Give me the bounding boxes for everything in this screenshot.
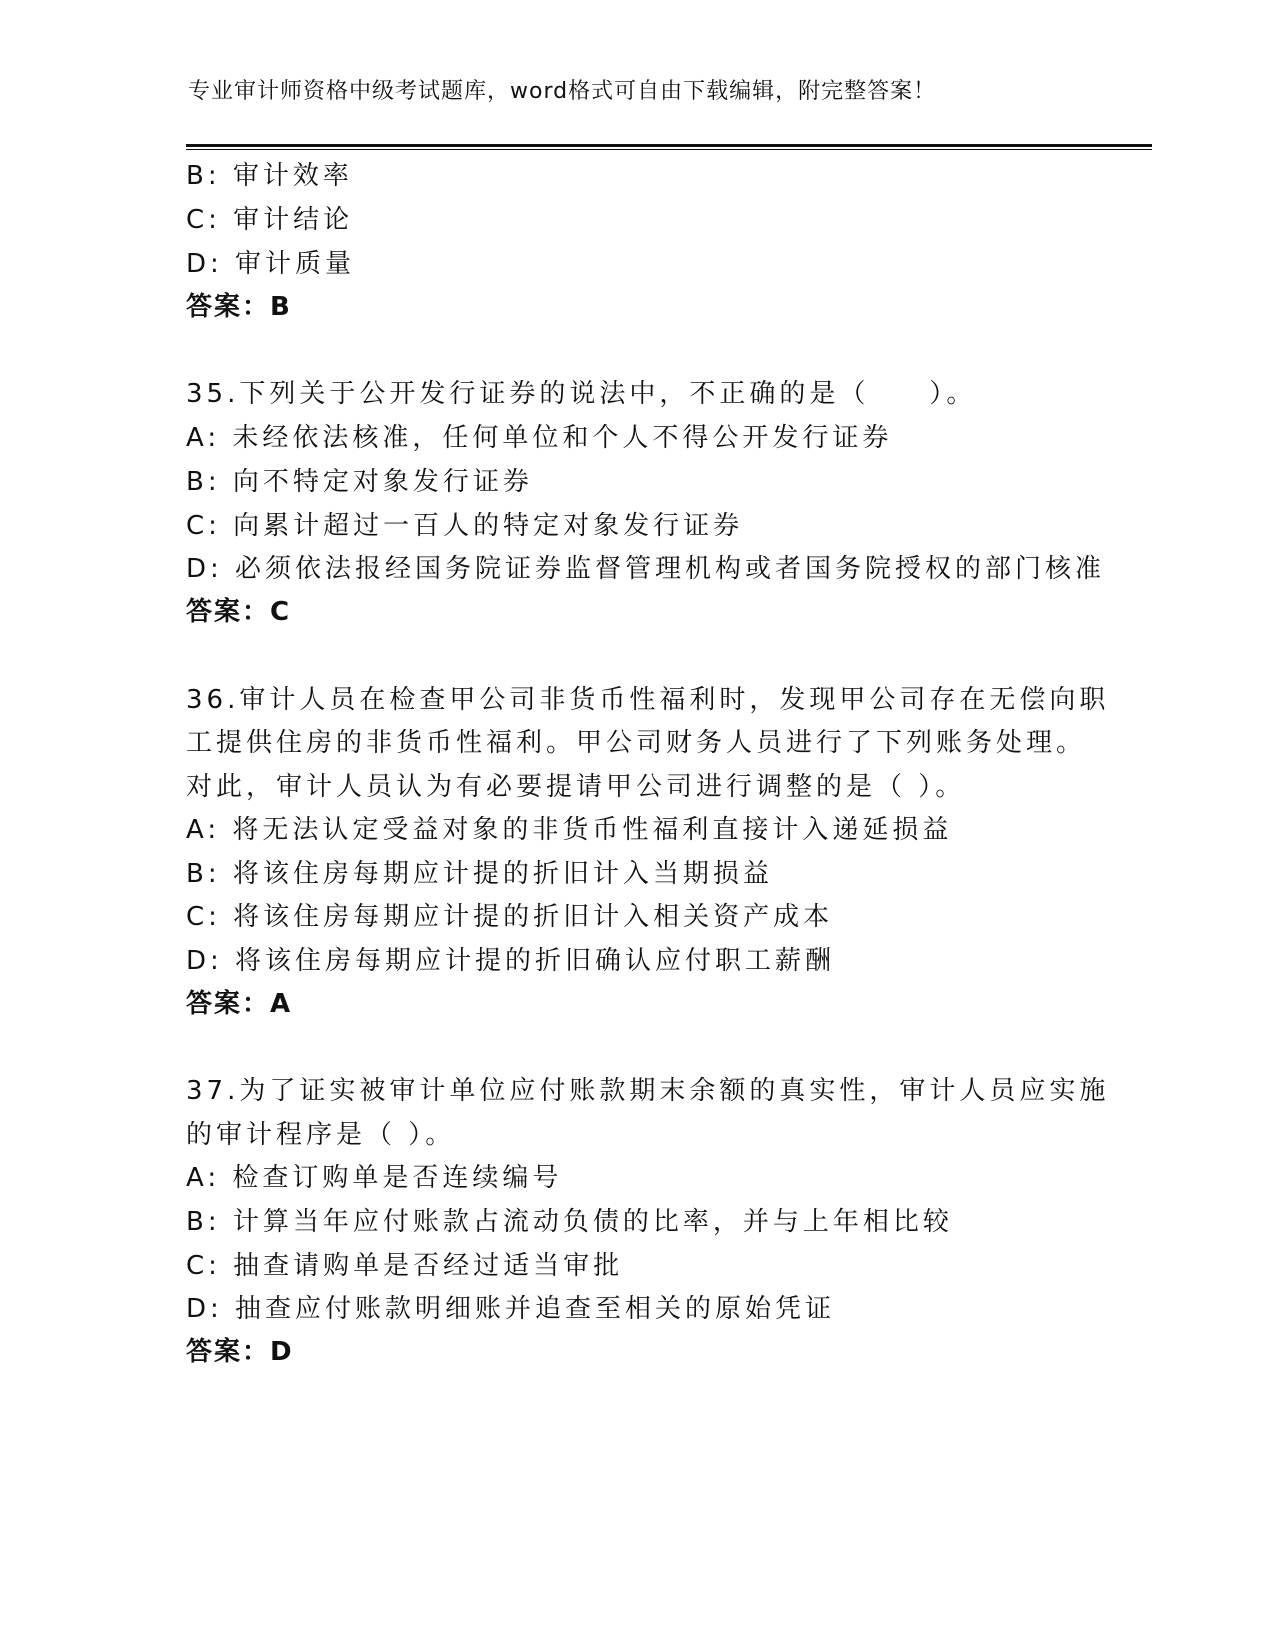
page-header: 专业审计师资格中级考试题库，word格式可自由下载编辑，附完整答案！	[188, 79, 937, 104]
q34-option-d: D: 审计质量	[186, 249, 356, 279]
q36-answer: 答案：A	[186, 989, 293, 1019]
q35-answer: 答案：C	[186, 597, 292, 627]
q37-option-d: D: 抽查应付账款明细账并追查至相关的原始凭证	[186, 1294, 836, 1324]
q37-option-b: B: 计算当年应付账款占流动负债的比率，并与上年相比较	[186, 1207, 953, 1237]
q35-option-d: D: 必须依法报经国务院证券监督管理机构或者国务院授权的部门核准	[186, 554, 1106, 584]
q35-option-b: B: 向不特定对象发行证券	[186, 467, 533, 497]
q36-stem-line-3: 对此，审计人员认为有必要提请甲公司进行调整的是（ ）。	[186, 772, 966, 802]
q34-option-c: C: 审计结论	[186, 205, 354, 235]
q36-option-a: A: 将无法认定受益对象的非货币性福利直接计入递延损益	[186, 815, 953, 845]
q36-option-c: C: 将该住房每期应计提的折旧计入相关资产成本	[186, 902, 834, 932]
q37-answer: 答案：D	[186, 1337, 294, 1367]
q34-answer: 答案：B	[186, 292, 292, 322]
header-rule-thick	[186, 144, 1152, 147]
q36-option-b: B: 将该住房每期应计提的折旧计入当期损益	[186, 859, 773, 889]
header-rule-thin	[186, 149, 1152, 150]
q36-stem-line-1: 36.审计人员在检查甲公司非货币性福利时，发现甲公司存在无偿向职	[186, 685, 1110, 715]
q37-stem-line-2: 的审计程序是（ ）。	[186, 1120, 456, 1150]
q35-option-a: A: 未经依法核准，任何单位和个人不得公开发行证券	[186, 423, 893, 453]
q34-option-b: B: 审计效率	[186, 161, 353, 191]
q37-option-c: C: 抽查请购单是否经过适当审批	[186, 1251, 624, 1281]
q37-option-a: A: 检查订购单是否连续编号	[186, 1163, 563, 1193]
q35-option-c: C: 向累计超过一百人的特定对象发行证券	[186, 511, 744, 541]
q36-stem-line-2: 工提供住房的非货币性福利。甲公司财务人员进行了下列账务处理。	[186, 728, 1087, 758]
q35-stem: 35.下列关于公开发行证券的说法中，不正确的是（ ）。	[186, 379, 977, 409]
q36-option-d: D: 将该住房每期应计提的折旧确认应付职工薪酬	[186, 946, 836, 976]
q37-stem-line-1: 37.为了证实被审计单位应付账款期末余额的真实性，审计人员应实施	[186, 1076, 1110, 1106]
